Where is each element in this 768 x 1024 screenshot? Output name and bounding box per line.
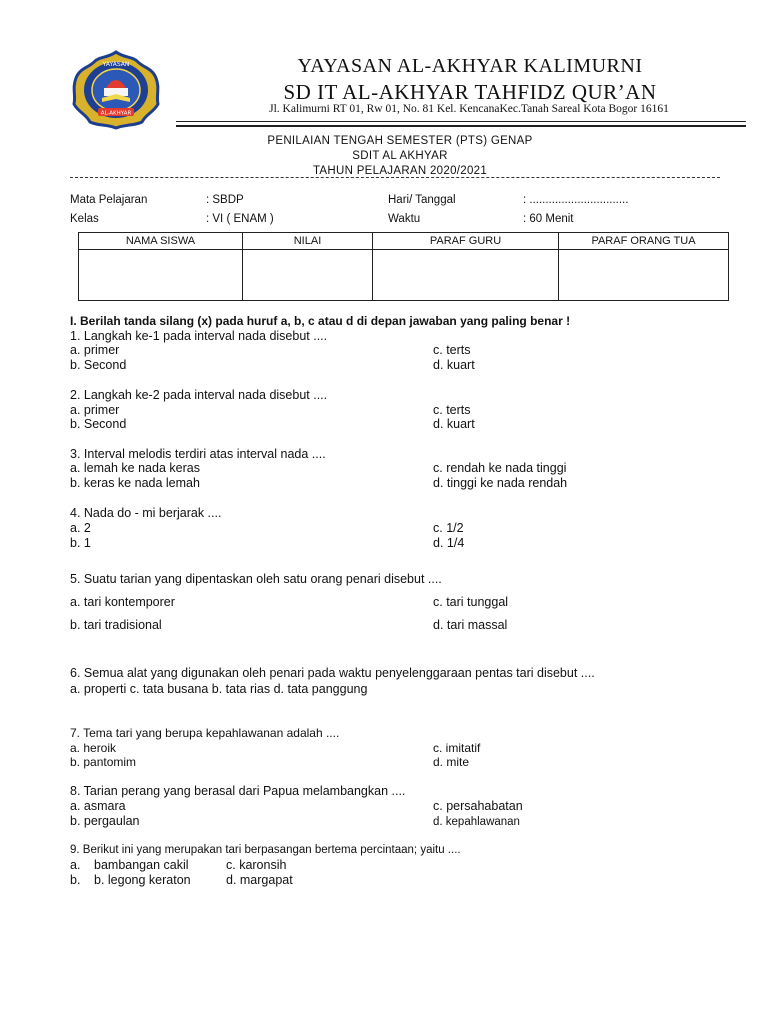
q7-option-d[interactable]: d. mite xyxy=(433,755,470,769)
foundation-name: YAYASAN AL-AKHYAR KALIMURNI xyxy=(297,55,643,77)
instruction-text: I. Berilah tanda silang (x) pada huruf a, b, c atau d di depan jawaban yang paling benar ! xyxy=(70,314,571,328)
q4-option-a[interactable]: a. 2 xyxy=(70,521,91,535)
logo-top-text: YAYASAN xyxy=(102,61,130,68)
exam-year: TAHUN PELAJARAN 2020/2021 xyxy=(312,165,488,177)
q9-option-c[interactable]: c. karonsih xyxy=(226,858,287,872)
grades-table xyxy=(78,232,729,301)
score-cell[interactable] xyxy=(243,250,373,301)
q9-option-d[interactable]: d. margapat xyxy=(226,873,293,887)
q1-option-c[interactable]: c. terts xyxy=(433,343,471,357)
question-7: 7. Tema tari yang berupa kepahlawanan adalah .... xyxy=(70,726,340,740)
q8-option-a[interactable]: a. asmara xyxy=(70,799,126,813)
header-student-name: NAMA SISWA xyxy=(79,233,243,250)
q3-option-c[interactable]: c. rendah ke nada tinggi xyxy=(433,461,567,475)
q1-option-b[interactable]: b. Second xyxy=(70,358,127,372)
day-value: : ............................... xyxy=(523,194,629,206)
q5-option-b[interactable]: b. tari tradisional xyxy=(70,618,162,632)
class-value: : VI ( ENAM ) xyxy=(206,213,274,225)
q5-option-c[interactable]: c. tari tunggal xyxy=(433,595,509,609)
question-2: 2. Langkah ke-2 pada interval nada disebut .... xyxy=(70,388,328,402)
letterhead-rule-double xyxy=(176,125,746,127)
class-label: Kelas xyxy=(70,213,99,225)
exam-title: PENILAIAN TENGAH SEMESTER (PTS) GENAP xyxy=(267,135,533,147)
dashed-divider xyxy=(70,177,720,178)
q4-option-c[interactable]: c. 1/2 xyxy=(433,521,464,535)
q3-option-a[interactable]: a. lemah ke nada keras xyxy=(70,461,200,475)
q2-option-c[interactable]: c. terts xyxy=(433,403,471,417)
subject-value: : SBDP xyxy=(206,194,244,206)
q8-option-c[interactable]: c. persahabatan xyxy=(433,799,523,813)
q5-option-a[interactable]: a. tari kontemporer xyxy=(70,595,175,609)
q9-option-b[interactable]: b. legong keraton xyxy=(94,873,191,887)
q7-option-a[interactable]: a. heroik xyxy=(70,741,117,755)
q7-option-c[interactable]: c. imitatif xyxy=(433,741,481,755)
time-label: Waktu xyxy=(388,213,421,225)
school-address: Jl. Kalimurni RT 01, Rw 01, No. 81 Kel. KencanaKec.Tanah Sareal Kota Bogor 16161 xyxy=(269,103,669,115)
question-3: 3. Interval melodis terdiri atas interval nada .... xyxy=(70,447,326,461)
question-5: 5. Suatu tarian yang dipentaskan oleh satu orang penari disebut .... xyxy=(70,572,442,586)
q8-option-d[interactable]: d. kepahlawanan xyxy=(433,816,520,828)
student-name-cell[interactable] xyxy=(79,250,243,301)
q9-option-a[interactable]: bambangan cakil xyxy=(94,858,189,872)
q6-options-line[interactable]: a. properti c. tata busana b. tata rias d. tata panggung xyxy=(70,682,368,696)
question-4: 4. Nada do - mi berjarak .... xyxy=(70,506,222,520)
exam-school: SDIT AL AKHYAR xyxy=(352,150,448,162)
teacher-signature-cell[interactable] xyxy=(373,250,559,301)
time-value: : 60 Menit xyxy=(523,213,574,225)
q2-option-a[interactable]: a. primer xyxy=(70,403,120,417)
q7-option-b[interactable]: b. pantomim xyxy=(70,755,137,769)
q3-option-d[interactable]: d. tinggi ke nada rendah xyxy=(433,476,568,490)
q9-option-b-prefix: b. xyxy=(70,873,81,887)
q1-option-a[interactable]: a. primer xyxy=(70,343,120,357)
question-6: 6. Semua alat yang digunakan oleh penari pada waktu penyelenggaraan pentas tari disebut .... xyxy=(70,666,595,680)
question-8: 8. Tarian perang yang berasal dari Papua melambangkan .... xyxy=(70,784,406,798)
table-row xyxy=(79,250,729,301)
day-label: Hari/ Tanggal xyxy=(388,194,456,206)
q2-option-d[interactable]: d. kuart xyxy=(433,417,475,431)
school-crest-logo xyxy=(72,50,160,130)
q1-option-d[interactable]: d. kuart xyxy=(433,358,475,372)
logo-ribbon-text: AL-AKHYAR xyxy=(100,110,132,117)
q4-option-d[interactable]: d. 1/4 xyxy=(433,536,465,550)
subject-label: Mata Pelajaran xyxy=(70,194,148,206)
q3-option-b[interactable]: b. keras ke nada lemah xyxy=(70,476,200,490)
q9-option-a-prefix: a. xyxy=(70,858,81,872)
header-teacher-signature: PARAF GURU xyxy=(373,233,559,250)
q8-option-b[interactable]: b. pergaulan xyxy=(70,814,140,828)
header-parent-signature: PARAF ORANG TUA xyxy=(559,233,729,250)
table-header-row xyxy=(79,233,729,250)
school-name: SD IT AL-AKHYAR TAHFIDZ QUR’AN xyxy=(283,80,657,104)
letterhead-rule-thick xyxy=(176,121,746,122)
header-score: NILAI xyxy=(243,233,373,250)
parent-signature-cell[interactable] xyxy=(559,250,729,301)
q5-option-d[interactable]: d. tari massal xyxy=(433,618,508,632)
q2-option-b[interactable]: b. Second xyxy=(70,417,127,431)
question-9: 9. Berikut ini yang merupakan tari berpasangan bertema percintaan; yaitu .... xyxy=(70,844,461,856)
q4-option-b[interactable]: b. 1 xyxy=(70,536,91,550)
question-1: 1. Langkah ke-1 pada interval nada disebut .... xyxy=(70,329,328,343)
